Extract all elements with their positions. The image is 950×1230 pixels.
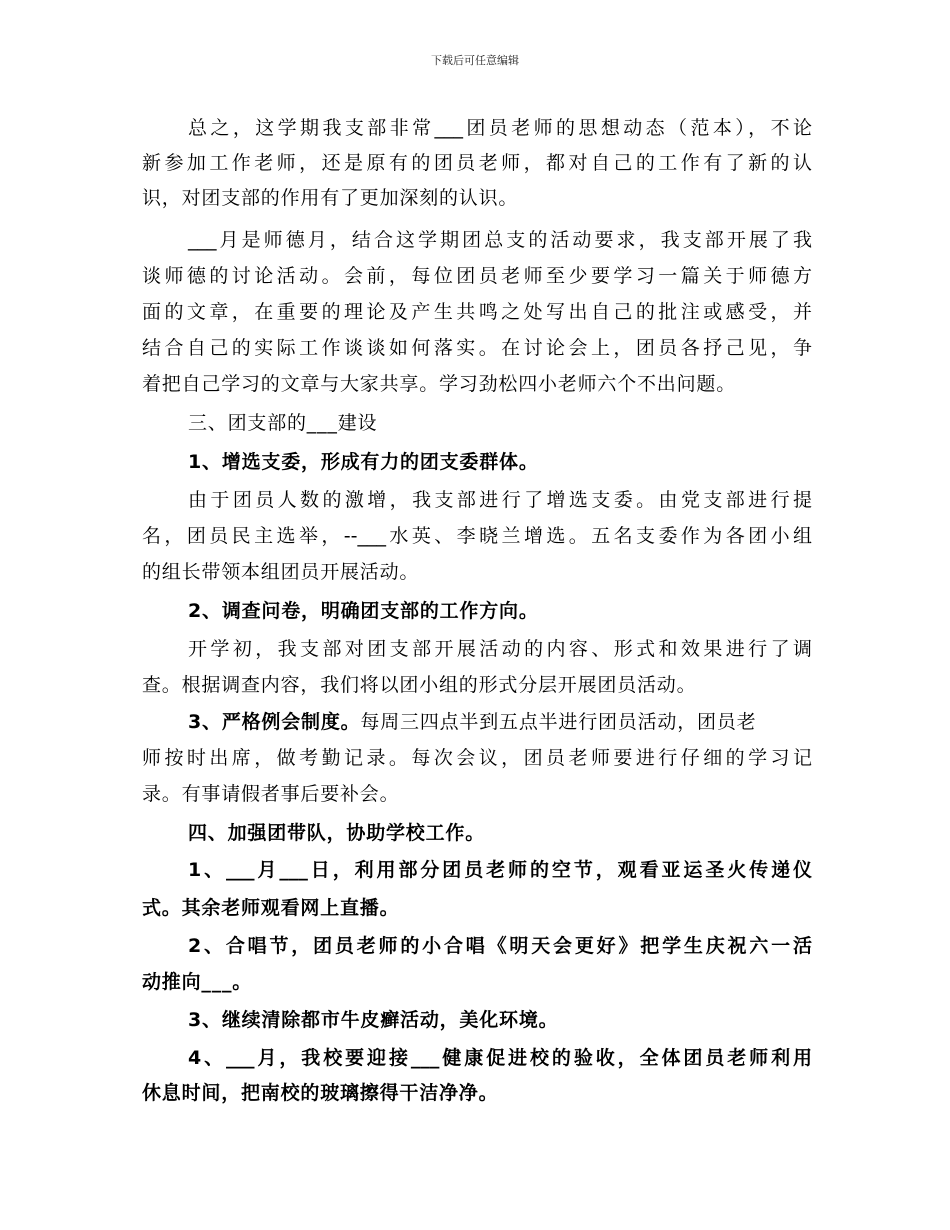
section-heading: 三、团支部的___建设 bbox=[188, 412, 378, 434]
paragraph-line: 2、合唱节，团员老师的小合唱《明天会更好》把学生庆祝六一活 bbox=[188, 935, 812, 957]
paragraph-line: 新参加工作老师，还是原有的团员老师，都对自己的工作有了新的认 bbox=[142, 152, 812, 174]
paragraph-line: 谈师德的讨论活动。会前，每位团员老师至少要学习一篇关于师德方 bbox=[142, 265, 812, 287]
paragraph-text: 每周三四点半到五点半进行团员活动，团员老 bbox=[360, 711, 757, 733]
paragraph-line: 开学初，我支部对团支部开展活动的内容、形式和效果进行了调 bbox=[188, 638, 812, 660]
paragraph-line: 3、继续清除都市牛皮癣活动，美化环境。 bbox=[188, 1009, 559, 1031]
paragraph-line: 式。其余老师观看网上直播。 bbox=[142, 897, 400, 919]
subsection-heading: 1、增选支委，形成有力的团支委群体。 bbox=[188, 451, 539, 473]
subsection-line bbox=[188, 710, 812, 734]
paragraph-line: 查。根据调查内容，我们将以团小组的形式分层开展团员活动。 bbox=[142, 674, 697, 696]
paragraph-line: 休息时间，把南校的玻璃擦得干洁净净。 bbox=[142, 1082, 499, 1104]
paragraph-line: 动推向___。 bbox=[142, 971, 253, 993]
paragraph-line: 录。有事请假者事后要补会。 bbox=[142, 783, 400, 805]
paragraph-line: 结合自己的实际工作谈谈如何落实。在讨论会上，团员各抒己见，争 bbox=[142, 337, 812, 359]
paragraph-line: 总之，这学期我支部非常___团员老师的思想动态（范本），不论 bbox=[188, 117, 812, 139]
paragraph-line: 师按时出席，做考勤记录。每次会议，团员老师要进行仔细的学习记 bbox=[142, 747, 812, 769]
section-heading: 四、加强团带队，协助学校工作。 bbox=[188, 822, 486, 844]
paragraph-line: 识，对团支部的作用有了更加深刻的认识。 bbox=[142, 187, 519, 209]
paragraph-line: ___月是师德月，结合这学期团总支的活动要求，我支部开展了我 bbox=[188, 229, 812, 251]
paragraph-line: 着把自己学习的文章与大家共享。学习劲松四小老师六个不出问题。 bbox=[142, 373, 737, 395]
paragraph-line: 由于团员人数的激增，我支部进行了增选支委。由党支部进行提 bbox=[188, 489, 812, 511]
paragraph-line: 面的文章，在重要的理论及产生共鸣之处写出自己的批注或感受，并 bbox=[142, 301, 812, 323]
paragraph-line: 1、___月___日，利用部分团员老师的空节，观看亚运圣火传递仪 bbox=[188, 859, 812, 881]
page-header: 下载后可任意编辑 bbox=[431, 54, 519, 67]
paragraph-line: 的组长带领本组团员开展活动。 bbox=[142, 561, 420, 583]
subsection-heading: 2、调查问卷，明确团支部的工作方向。 bbox=[188, 600, 539, 622]
paragraph-line: 名，团员民主选举，--___水英、李晓兰增选。五名支委作为各团小组 bbox=[142, 525, 812, 547]
subsection-heading: 3、严格例会制度。 bbox=[188, 711, 361, 733]
paragraph-line: 4、___月，我校要迎接___健康促进校的验收，全体团员老师利用 bbox=[188, 1047, 812, 1069]
